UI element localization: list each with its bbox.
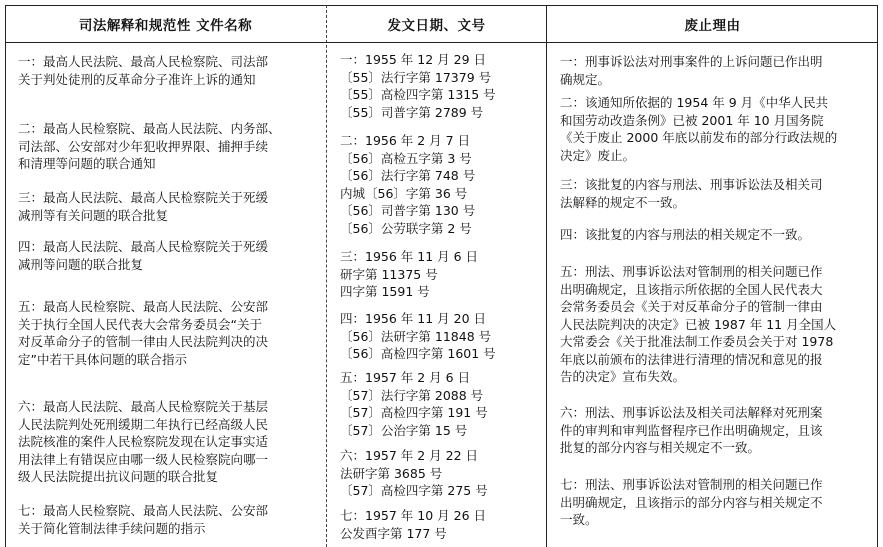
text-line: 研字第 11375 号 [340,266,438,282]
text-line: 六：刑法、刑事诉讼法及相关司法解释对死刑案 [560,405,823,420]
text-line: 三：1956 年 11 月 6 日 [340,249,479,264]
text-line: 二：最高人民检察院、最高人民法院、内务部、 [18,121,281,136]
abolish-reason-entry [550,94,845,164]
text-line: 一：最高人民法院、最高人民检察院、司法部 [18,54,269,69]
abolish-reason-entry [550,226,818,244]
date-number-entry [330,369,488,439]
document-name-entry [8,298,272,368]
text-line: 〔56〕高检四字第 1601 号 [340,346,496,361]
document-name-entry [8,189,272,224]
text-line: 〔56〕高检五字第 3 号 [340,150,472,166]
abolish-reason-entry [550,476,831,529]
text-line: 和国劳动改造条例》已被 2001 年 10 月国务院 [560,112,824,128]
text-line: 人民法院判处死刑缓期二年执行已经高级人民 [18,416,269,432]
document-name-column [8,43,326,547]
text-line: 对反革命分子的管制一律由人民法院判决的决 [18,334,269,349]
text-line: 决定》废止。 [560,147,636,163]
text-line: 〔56〕司普字第 130 号 [340,203,476,218]
date-number-entry [330,507,486,542]
text-line: 关于执行全国人民代表大会常务委员会“关于 [18,316,262,332]
document-name-entry [8,53,272,88]
text-line: 出明确规定，且该指示的部分内容与相关规定不 [560,494,823,510]
text-line: 四：该批复的内容与刑法的相关规定不一致。 [560,227,811,242]
text-line: 二：1956 年 2 月 7 日 [340,133,471,148]
text-line: 五：1957 年 2 月 6 日 [340,370,471,385]
text-line: 确规定。 [560,71,611,87]
text-line: 法研字第 3685 号 [340,465,443,481]
text-line: 四字第 1591 号 [340,284,430,299]
text-line: 四：1956 年 11 月 20 日 [340,311,486,326]
text-line: 年底以前颁布的法律进行清理的情况和意见的报 [560,351,823,367]
text-line: 四：最高人民法院、最高人民检察院关于死缓 [18,239,269,254]
date-number-entry [330,132,475,237]
text-line: 人民法院判决的决定》已被 1987 年 11 月全国人 [560,316,837,332]
text-line: 级人民法院提出抗议问题的联合批复 [18,469,219,484]
header-abolish-reason: 废止理由 [684,17,741,34]
text-line: 五：最高人民检察院、最高人民法院、公安部 [18,299,269,314]
text-line: 七：1957 年 10 月 26 日 [340,508,486,523]
text-line: 定”中若干具体问题的联合指示 [18,351,187,367]
text-line: 六：1957 年 2 月 22 日 [340,448,479,463]
abolish-reason-entry [550,404,831,457]
text-line: 告的决定》宣布失效。 [560,369,686,384]
text-line: 〔57〕高检四字第 275 号 [340,483,488,498]
text-line: 减刑等问题的联合批复 [18,256,144,272]
text-line: 大常委会《关于批准法制工作委员会关于对 1978 [560,334,834,349]
date-number-column [330,43,542,547]
text-line: 用法律上有错误应由哪一级人民检察院向哪一 [18,451,269,467]
text-line: 法院核准的案件人民检察院发现在认定事实适 [18,434,269,449]
text-line: 内城〔56〕字第 36 号 [340,185,468,201]
text-line: 三：最高人民法院、最高人民检察院关于死缓 [18,190,269,205]
date-number-entry [330,310,496,363]
text-line: 《关于废止 2000 年底以前发布的部分行政法规的 [560,130,838,145]
document-name-entry [8,120,285,173]
text-line: 件的审判和审判监督程序已作出明确规定，且该 [560,422,823,438]
text-line: 出明确规定，且该指示所依据的全国人民代表大 [560,281,823,297]
text-line: 和清理等问题的联合通知 [18,156,156,171]
text-line: 公发酉字第 177 号 [340,525,447,541]
text-line: 批复的部分内容与相关规定不一致。 [560,440,761,455]
text-line: 关于简化管制法律手续问题的指示 [18,520,206,536]
text-line: 减刑等有关问题的联合批复 [18,207,169,223]
abolish-reason-column [550,43,870,547]
abolish-reason-entry [550,176,831,211]
text-line: 一：1955 年 12 月 29 日 [340,52,486,67]
text-line: 〔55〕高检四字第 1315 号 [340,87,496,102]
text-line: 〔56〕法行字第 748 号 [340,168,476,183]
column-divider-1 [326,5,327,547]
date-number-entry [330,248,478,301]
text-line: 司法部、公安部对少年犯收押界限、捕押手续 [18,138,269,154]
text-line: 一致。 [560,512,598,527]
text-line: 关于判处徒刑的反革命分子准许上诉的通知 [18,71,256,87]
text-line: 六：最高人民法院、最高人民检察院关于基层 [18,399,269,414]
header-document-name: 司法解释和规范性 文件名称 [78,17,253,34]
text-line: 七：最高人民检察院、最高人民法院、公安部 [18,503,269,518]
abolish-reason-entry [550,53,831,88]
date-number-entry [330,447,488,500]
document-name-entry [8,398,272,486]
text-line: 〔57〕公治字第 15 号 [340,422,468,438]
text-line: 〔55〕司普字第 2789 号 [340,104,484,120]
text-line: 〔57〕法行字第 2088 号 [340,387,484,403]
text-line: 会常务委员会《关于对反革命分子的管制一律由 [560,299,823,314]
text-line: 〔55〕法行字第 17379 号 [340,69,492,85]
text-line: 五：刑法、刑事诉讼法对管制刑的相关问题已作 [560,264,823,279]
document-name-entry [8,502,272,537]
date-number-entry [330,51,496,121]
document-name-entry [8,238,272,273]
text-line: 三：该批复的内容与刑法、刑事诉讼法及相关司 [560,177,823,192]
text-line: 二：该通知所依据的 1954 年 9 月《中华人民共 [560,95,829,110]
text-line: 法解释的规定不一致。 [560,194,686,210]
abolish-reason-entry [550,263,844,386]
text-line: 一：刑事诉讼法对刑事案件的上诉问题已作出明 [560,54,823,69]
text-line: 〔56〕公劳联字第 2 号 [340,220,472,236]
column-divider-2 [546,5,547,547]
text-line: 〔56〕法研字第 11848 号 [340,328,492,344]
text-line: 七：刑法、刑事诉讼法对管制刑的相关问题已作 [560,477,823,492]
header-date-number: 发文日期、文号 [387,17,486,34]
text-line: 〔57〕高检四字第 191 号 [340,405,488,420]
